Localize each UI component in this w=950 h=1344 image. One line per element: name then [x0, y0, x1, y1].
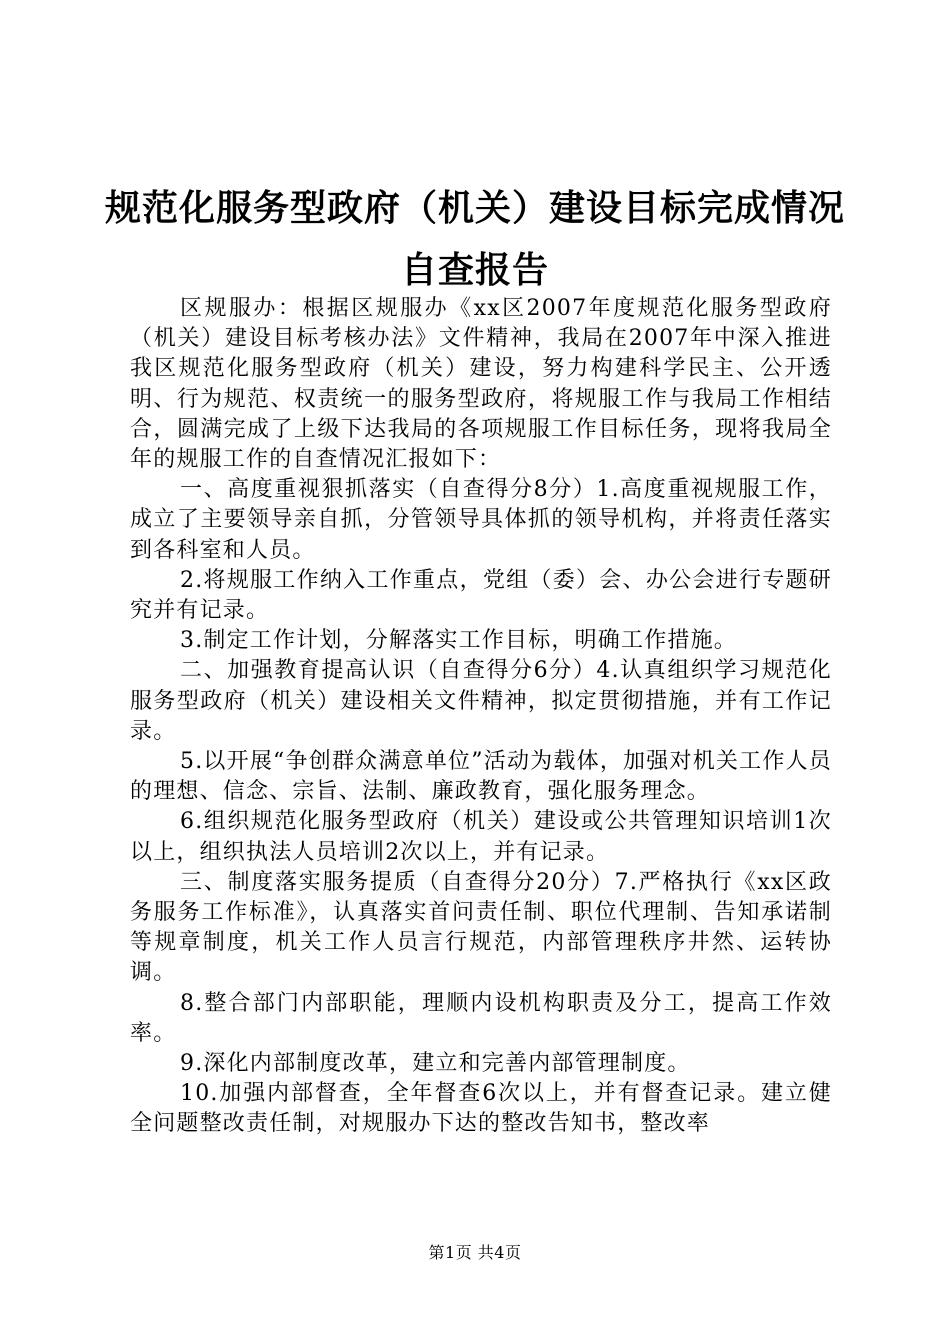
- paragraph: 10.加强内部督查，全年督查6次以上，并有督查记录。建立健全问题整改责任制，对规服办下达的整改告知书，整改率: [130, 1081, 832, 1137]
- title-line-2: 自查报告: [400, 250, 549, 291]
- document-body: [130, 294, 832, 1140]
- paragraph: 二、加强教育提高认识（自查得分6分）4.认真组织学习规范化服务型政府（机关）建设相关文件精神，拟定贯彻措施，并有工作记录。: [130, 658, 832, 744]
- paragraph: 8.整合部门内部职能，理顺内设机构职责及分工，提高工作效率。: [130, 990, 832, 1046]
- paragraph: 2.将规服工作纳入工作重点，党组（委）会、办公会进行专题研究并有记录。: [130, 567, 832, 624]
- paragraph: 3.制定工作计划，分解落实工作目标，明确工作措施。: [180, 628, 737, 654]
- paragraph: 5.以开展“争创群众满意单位”活动为载体，加强对机关工作人员的理想、信念、宗旨、法制、廉政教育，强化服务理念。: [130, 749, 832, 805]
- document-title: [100, 178, 850, 302]
- title-line-1: 规范化服务型政府（机关）建设目标完成情况: [104, 188, 845, 229]
- paragraph: 一、高度重视狠抓落实（自查得分8分）1.高度重视规服工作，成立了主要领导亲自抓，分管领导具体抓的领导机构，并将责任落实到各科室和人员。: [130, 477, 832, 563]
- paragraph: 9.深化内部制度改革，建立和完善内部管理制度。: [180, 1051, 691, 1077]
- paragraph: 6.组织规范化服务型政府（机关）建设或公共管理知识培训1次以上，组织执法人员培训2次以上，并有记录。: [130, 809, 832, 865]
- paragraph: 三、制度落实服务提质（自查得分20分）7.严格执行《xx区政务服务工作标准》，认真落实首问责任制、职位代理制、告知承诺制等规章制度，机关工作人员言行规范，内部管理秩序井然、运转协调。: [130, 869, 832, 986]
- paragraph: 区规服办：根据区规服办《xx区2007年度规范化服务型政府（机关）建设目标考核办法》文件精神，我局在2007年中深入推进我区规范化服务型政府（机关）建设，努力构建科学民主、公开透明、行为规范、权责统一的服务型政府，将规服工作与我局工作相结合，圆满完成了上级下达我局的各项规服工作目标任务，现将我局全年的规服工作的自查情况汇报如下：: [130, 296, 832, 473]
- page-number-footer: 第1页 共4页: [428, 1243, 522, 1262]
